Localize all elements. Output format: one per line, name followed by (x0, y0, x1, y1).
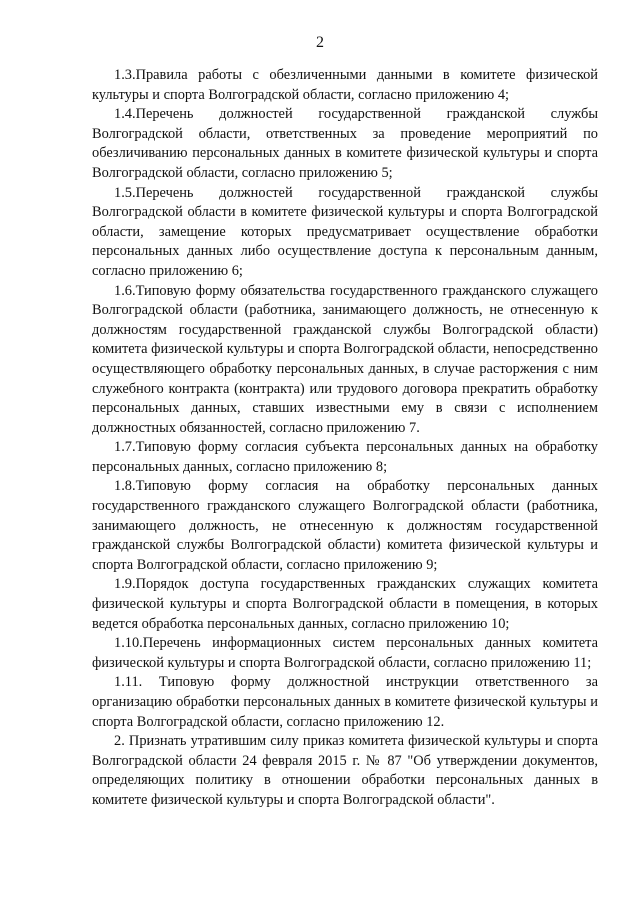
paragraph-1-9: 1.9.Порядок доступа государственных гражданских служащих комитета физической культуры и спорта Волгоградской области в помещения, в которых ведется обработка персональных данных, согласно приложению 10; (92, 576, 598, 632)
paragraph-1-8: 1.8.Типовую форму согласия на обработку персональных данных государственного гражданского служащего Волгоградской области (работника, занимающего должность, не отнесенную к должностям государственной гражданской службы Волгоградской области) комитета физической культуры и спорта Волгоградской области, согласно приложению 9; (92, 478, 598, 573)
paragraph-1-4: 1.4.Перечень должностей государственной гражданской службы Волгоградской области, ответственных за проведение мероприятий по обезличиванию персональных данных в комитете физической культуры и спорта Волгоградской области, согласно приложению 5; (92, 106, 598, 181)
page-number: 2 (316, 34, 324, 51)
paragraph-1-5: 1.5.Перечень должностей государственной гражданской службы Волгоградской области в комитете физической культуры и спорта Волгоградской области, замещение которых предусматривает осуществление обработки персональных данных либо осуществление доступа к персональным данным, согласно приложению 6; (92, 184, 598, 279)
paragraph-2: 2. Признать утратившим силу приказ комитета физической культуры и спорта Волгоградской области 24 февраля 2015 г. № 87 "Об утверждении документов, определяющих политику в отношении обработки персональных данных в комитете физической культуры и спорта Волгоградской области". (92, 733, 598, 808)
paragraph-1-11: 1.11. Типовую форму должностной инструкции ответственного за организацию обработки персональных данных в комитете физической культуры и спорта Волгоградской области, согласно приложению 12. (92, 674, 598, 730)
paragraph-1-7: 1.7.Типовую форму согласия субъекта персональных данных на обработку персональных данных, согласно приложению 8; (92, 439, 598, 475)
document-body (92, 66, 598, 811)
paragraph-1-6: 1.6.Типовую форму обязательства государственного гражданского служащего Волгоградской области (работника, занимающего должность, не отнесенную к должностям государственной гражданской службы Волгоградской области) комитета физической культуры и спорта Волгоградской области, непосредственно осуществляющего обработку персональных данных, в случае расторжения с ним служебного контракта (контракта) или трудового договора прекратить обработку персональных данных, ставших известными ему в связи с исполнением должностных обязанностей, согласно приложению 7. (92, 282, 598, 436)
paragraph-1-3: 1.3.Правила работы с обезличенными данными в комитете физической культуры и спорта Волгоградской области, согласно приложению 4; (92, 67, 598, 103)
paragraph-1-10: 1.10.Перечень информационных систем персональных данных комитета физической культуры и спорта Волгоградской области, согласно приложению 11; (92, 635, 598, 671)
